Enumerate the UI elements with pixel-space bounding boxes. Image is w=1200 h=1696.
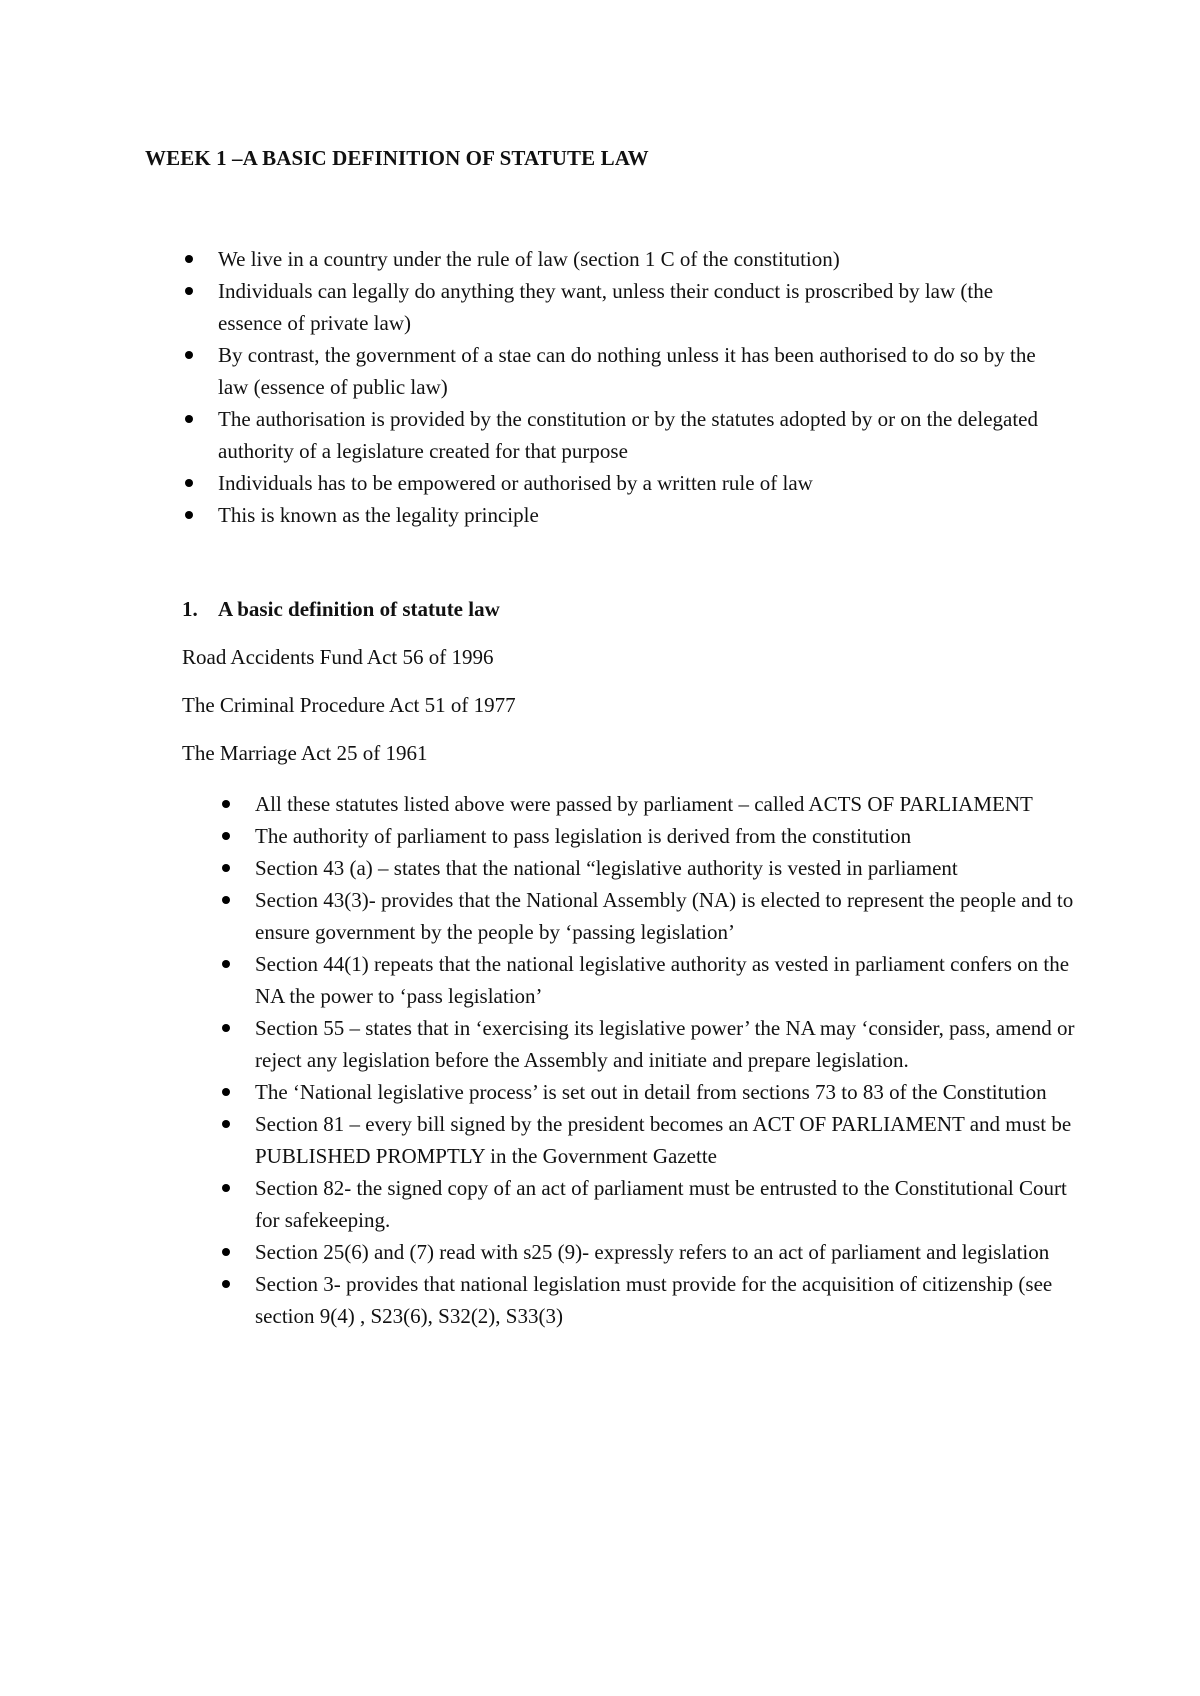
- list-item: [255, 948, 1075, 1012]
- list-item-text: This is known as the legality principle: [218, 503, 539, 527]
- list-item-text: Individuals has to be empowered or authorised by a written rule of law: [218, 471, 813, 495]
- list-item: [218, 339, 1060, 403]
- list-item: [218, 499, 1060, 531]
- list-item: [255, 1076, 1075, 1108]
- list-item: [255, 884, 1075, 948]
- act-title: The Criminal Procedure Act 51 of 1977: [182, 693, 516, 717]
- list-item: [218, 467, 1060, 499]
- bullet-icon: [185, 511, 193, 519]
- list-item: [255, 1172, 1075, 1236]
- section-heading: [182, 597, 500, 622]
- list-item-text: Section 43(3)- provides that the National Assembly (NA) is elected to represent the people and to ensure government by the people by ‘passing legislation’: [255, 888, 1074, 944]
- list-item-text: Section 81 – every bill signed by the president becomes an ACT OF PARLIAMENT and must be PUBLISHED PROMPTLY in the Government Gazette: [255, 1112, 1072, 1168]
- list-item-text: We live in a country under the rule of law (section 1 C of the constitution): [218, 247, 840, 271]
- bullet-icon: [222, 832, 230, 840]
- list-item: [218, 243, 1060, 275]
- bullet-icon: [185, 479, 193, 487]
- bullet-icon: [222, 896, 230, 904]
- list-item: [255, 1108, 1075, 1172]
- section-number: 1.: [182, 597, 198, 621]
- list-item-text: Section 25(6) and (7) read with s25 (9)- expressly refers to an act of parliament and legislation: [255, 1240, 1050, 1264]
- bullet-icon: [185, 255, 193, 263]
- list-item: [255, 788, 1075, 820]
- bullet-icon: [185, 415, 193, 423]
- bullet-icon: [222, 1120, 230, 1128]
- bullet-icon: [222, 864, 230, 872]
- list-item: [255, 820, 1075, 852]
- act-title: Road Accidents Fund Act 56 of 1996: [182, 645, 494, 669]
- list-item: [255, 1236, 1075, 1268]
- bullet-icon: [222, 1088, 230, 1096]
- list-item-text: The ‘National legislative process’ is set out in detail from sections 73 to 83 of the Constitution: [255, 1080, 1047, 1104]
- list-item-text: The authorisation is provided by the constitution or by the statutes adopted by or on the delegated authority of a legislature created for that purpose: [218, 407, 1038, 463]
- list-item-text: Section 44(1) repeats that the national legislative authority as vested in parliament confers on the NA the power to ‘pass legislation’: [255, 952, 1070, 1008]
- list-item-text: Section 55 – states that in ‘exercising its legislative power’ the NA may ‘consider, pass, amend or reject any legislation before the Assembly and initiate and prepare legislation.: [255, 1016, 1075, 1072]
- list-item-text: All these statutes listed above were passed by parliament – called ACTS OF PARLIAMENT: [255, 792, 1033, 816]
- bullet-icon: [222, 1280, 230, 1288]
- bullet-icon: [185, 351, 193, 359]
- act-title: The Marriage Act 25 of 1961: [182, 741, 428, 765]
- list-item: [218, 275, 1060, 339]
- section-heading-text: A basic definition of statute law: [218, 597, 500, 621]
- list-item: [255, 1012, 1075, 1076]
- bullet-icon: [185, 287, 193, 295]
- list-item-text: Section 82- the signed copy of an act of parliament must be entrusted to the Constitutional Court for safekeeping.: [255, 1176, 1067, 1232]
- bullet-icon: [222, 800, 230, 808]
- bullet-icon: [222, 1024, 230, 1032]
- list-item: [255, 852, 1075, 884]
- bullet-icon: [222, 1248, 230, 1256]
- intro-bullet-list: [218, 243, 1060, 531]
- list-item-text: Section 43 (a) – states that the national “legislative authority is vested in parliament: [255, 856, 958, 880]
- list-item: [255, 1268, 1075, 1332]
- list-item-text: By contrast, the government of a stae can do nothing unless it has been authorised to do so by the law (essence of public law): [218, 343, 1036, 399]
- list-item: [218, 403, 1060, 467]
- list-item-text: The authority of parliament to pass legislation is derived from the constitution: [255, 824, 912, 848]
- statute-bullet-list: [255, 788, 1075, 1332]
- page-title: WEEK 1 –A BASIC DEFINITION OF STATUTE LAW: [145, 146, 649, 170]
- list-item-text: Individuals can legally do anything they want, unless their conduct is proscribed by law (the essence of private law): [218, 279, 994, 335]
- bullet-icon: [222, 960, 230, 968]
- list-item-text: Section 3- provides that national legislation must provide for the acquisition of citizenship (see section 9(4) , S23(6), S32(2), S33(3): [255, 1272, 1053, 1328]
- bullet-icon: [222, 1184, 230, 1192]
